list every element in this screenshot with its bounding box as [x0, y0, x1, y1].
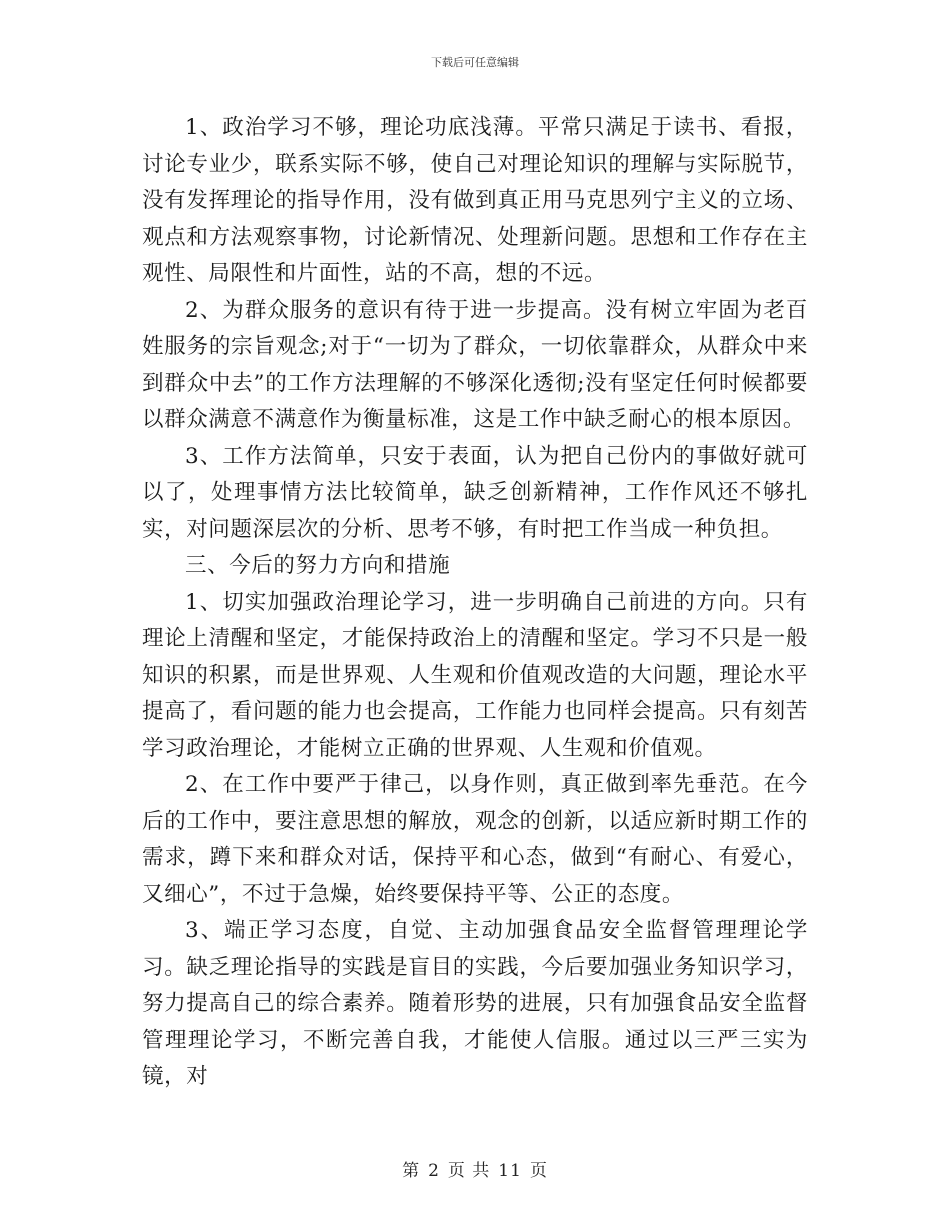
document-body	[142, 110, 808, 1096]
paragraph-measure-2: 2、在工作中要严于律己，以身作则，真正做到率先垂范。在今后的工作中，要注意思想的解放，观念的创新，以适应新时期工作的需求，蹲下来和群众对话，保持平和心态，做到“有耐心、有爱心，又细心”，不过于急燥，始终要保持平等、公正的态度。	[142, 772, 808, 907]
paragraph-problem-3: 3、工作方法简单，只安于表面，认为把自己份内的事做好就可以了，处理事情方法比较简单，缺乏创新精神，工作作风还不够扎实，对问题深层次的分析、思考不够，有时把工作当成一种负担。	[142, 443, 808, 542]
footer-current-page: 2	[428, 1161, 440, 1181]
paragraph-problem-2: 2、为群众服务的意识有待于进一步提高。没有树立牢固为老百姓服务的宗旨观念;对于“一切为了群众，一切依靠群众，从群众中来到群众中去”的工作方法理解的不够深化透彻;没有坚定任何时候都要以群众满意不满意作为衡量标准，这是工作中缺乏耐心的根本原因。	[142, 297, 808, 432]
footer-suffix: 页	[529, 1161, 548, 1181]
page-header: 下载后可任意编辑	[431, 56, 519, 69]
footer-total-pages: 11	[498, 1161, 522, 1181]
paragraph-measure-3: 3、端正学习态度，自觉、主动加强食品安全监督管理理论学习。缺乏理论指导的实践是盲目的实践，今后要加强业务知识学习，努力提高自己的综合素养。随着形势的进展，只有加强食品安全监督管理理论学习，不断完善自我，才能使人信服。通过以三严三实为镜，对	[142, 918, 808, 1089]
footer-middle: 页 共	[447, 1161, 491, 1181]
paragraph-measure-1: 1、切实加强政治理论学习，进一步明确自己前进的方向。只有理论上清醒和坚定，才能保持政治上的清醒和坚定。学习不只是一般知识的积累，而是世界观、人生观和价值观改造的大问题，理论水平提高了，看问题的能力也会提高，工作能力也同样会提高。只有刻苦学习政治理论，才能树立正确的世界观、人生观和价值观。	[142, 589, 808, 761]
paragraph-problem-1: 1、政治学习不够，理论功底浅薄。平常只满足于读书、看报，讨论专业少，联系实际不够，使自己对理论知识的理解与实际脱节，没有发挥理论的指导作用，没有做到真正用马克思列宁主义的立场、观点和方法观察事物，讨论新情况、处理新问题。思想和工作存在主观性、局限性和片面性，站的不高，想的不远。	[142, 115, 808, 286]
page-footer	[0, 1156, 950, 1181]
footer-prefix: 第	[402, 1161, 421, 1181]
section-heading: 三、今后的努力方向和措施	[185, 553, 451, 578]
